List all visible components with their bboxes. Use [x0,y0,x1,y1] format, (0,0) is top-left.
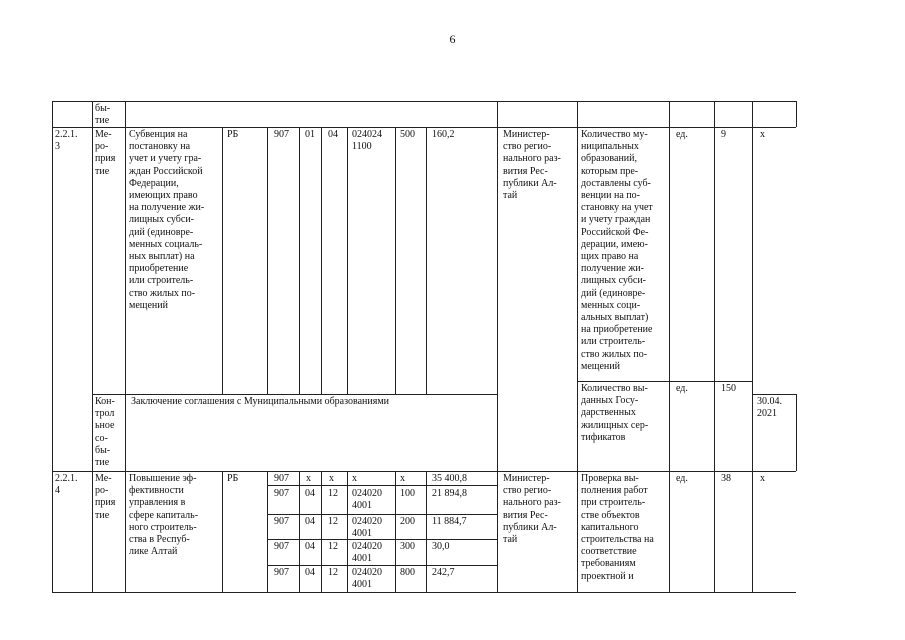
subrow-2-rz: 04 [305,488,315,499]
row-2213-vr: 500 [400,129,415,140]
row-2213-value-1: 9 [721,129,726,140]
subrow-4-grbs: 907 [274,541,289,552]
subrow-2-grbs: 907 [274,488,289,499]
row-2213-name: Субвенция на постановку на учет и учету гра- ждан Российской Федерации, имеющих право на получение жи- лищных субси- дий (единовре- менных социаль- ных выплат) на приобретение или строитель- ство жилых по- мещений [129,129,205,311]
row-2214-number: 2.2.1. 4 [55,473,78,497]
subrow-4-pr: 12 [328,541,338,552]
subrow-2-amount: 21 894,8 [432,488,467,499]
subrow-1-vr: х [400,473,405,484]
subrow-2-csr: 024020 4001 [352,488,382,512]
subrow-3-pr: 12 [328,516,338,527]
row-2213-unit-1: ед. [676,129,688,140]
subrow-1-rz: х [306,473,311,484]
row-2214-unit: ед. [676,473,688,484]
row-2213-csr: 024024 1100 [352,129,382,153]
subrow-4-amount: 30,0 [432,541,450,552]
subrow-1-amount: 35 400,8 [432,473,467,484]
subrow-1-pr: х [329,473,334,484]
subrow-5-rz: 04 [305,567,315,578]
page-number: 6 [449,32,456,46]
row-2213-indicator-2: Количество вы- данных Госу- дарственных жилищных сер- тификатов [581,383,649,443]
row-2214-x: х [760,473,765,484]
row-2213-executor: Министер- ство регио- нального раз- вития Рес- публики Ал- тай [503,129,561,202]
subrow-4-csr: 024020 4001 [352,541,382,565]
control-event-text: Заключение соглашения с Муниципальными образованиями [131,396,389,407]
subrow-3-vr: 200 [400,516,415,527]
row-2213-number: 2.2.1. 3 [55,129,78,153]
control-event-date: 30.04. 2021 [757,396,782,420]
subrow-4-rz: 04 [305,541,315,552]
subrow-3-csr: 024020 4001 [352,516,382,540]
subrow-5-amount: 242,7 [432,567,455,578]
subrow-5-csr: 024020 4001 [352,567,382,591]
row-2213-type: Ме- ро- прия тие [95,129,116,177]
subrow-2-pr: 12 [328,488,338,499]
row-2213-x-1: х [760,129,765,140]
row-2214-type: Ме- ро- прия тие [95,473,116,521]
subrow-3-grbs: 907 [274,516,289,527]
row-2214-indicator: Проверка вы- полнения работ при строитель- стве объектов капитального строительства на соответствие требованиям проектной и [581,473,654,582]
top-row-event-type: бы- тие [95,103,111,127]
row-2213-pr: 04 [328,129,338,140]
subrow-2-vr: 100 [400,488,415,499]
control-event-type: Кон- трол ьное со- бы- тие [95,396,115,469]
subrow-4-vr: 300 [400,541,415,552]
subrow-3-amount: 11 884,7 [432,516,467,527]
subrow-5-vr: 800 [400,567,415,578]
row-2214-budget: РБ [227,473,239,484]
subrow-5-pr: 12 [328,567,338,578]
row-2214-value: 38 [721,473,731,484]
subrow-1-csr: х [352,473,357,484]
row-2214-executor: Министер- ство регио- нального раз- вития Рес- публики Ал- тай [503,473,561,546]
subrow-1-grbs: 907 [274,473,289,484]
row-2213-rz: 01 [305,129,315,140]
row-2214-name: Повышение эф- фективности управления в сфере капиталь- ного строитель- ства в Респуб- лике Алтай [129,473,199,558]
row-2213-grbs: 907 [274,129,289,140]
row-2213-indicator-1: Количество му- ниципальных образований, которым пре- доставлены суб- венции на по- становку на учет и учету граждан Российской Фе- дерации, имею- щих право на получение жи- лищных субси- дий (единовре- менных соци- альных выплат) на приобретение или строитель- ство жилых по- мещений [581,129,653,372]
row-2213-amount: 160,2 [432,129,455,140]
row-2213-budget: РБ [227,129,239,140]
subrow-5-grbs: 907 [274,567,289,578]
row-2213-value-2: 150 [721,383,736,394]
row-2213-unit-2: ед. [676,383,688,394]
subrow-3-rz: 04 [305,516,315,527]
